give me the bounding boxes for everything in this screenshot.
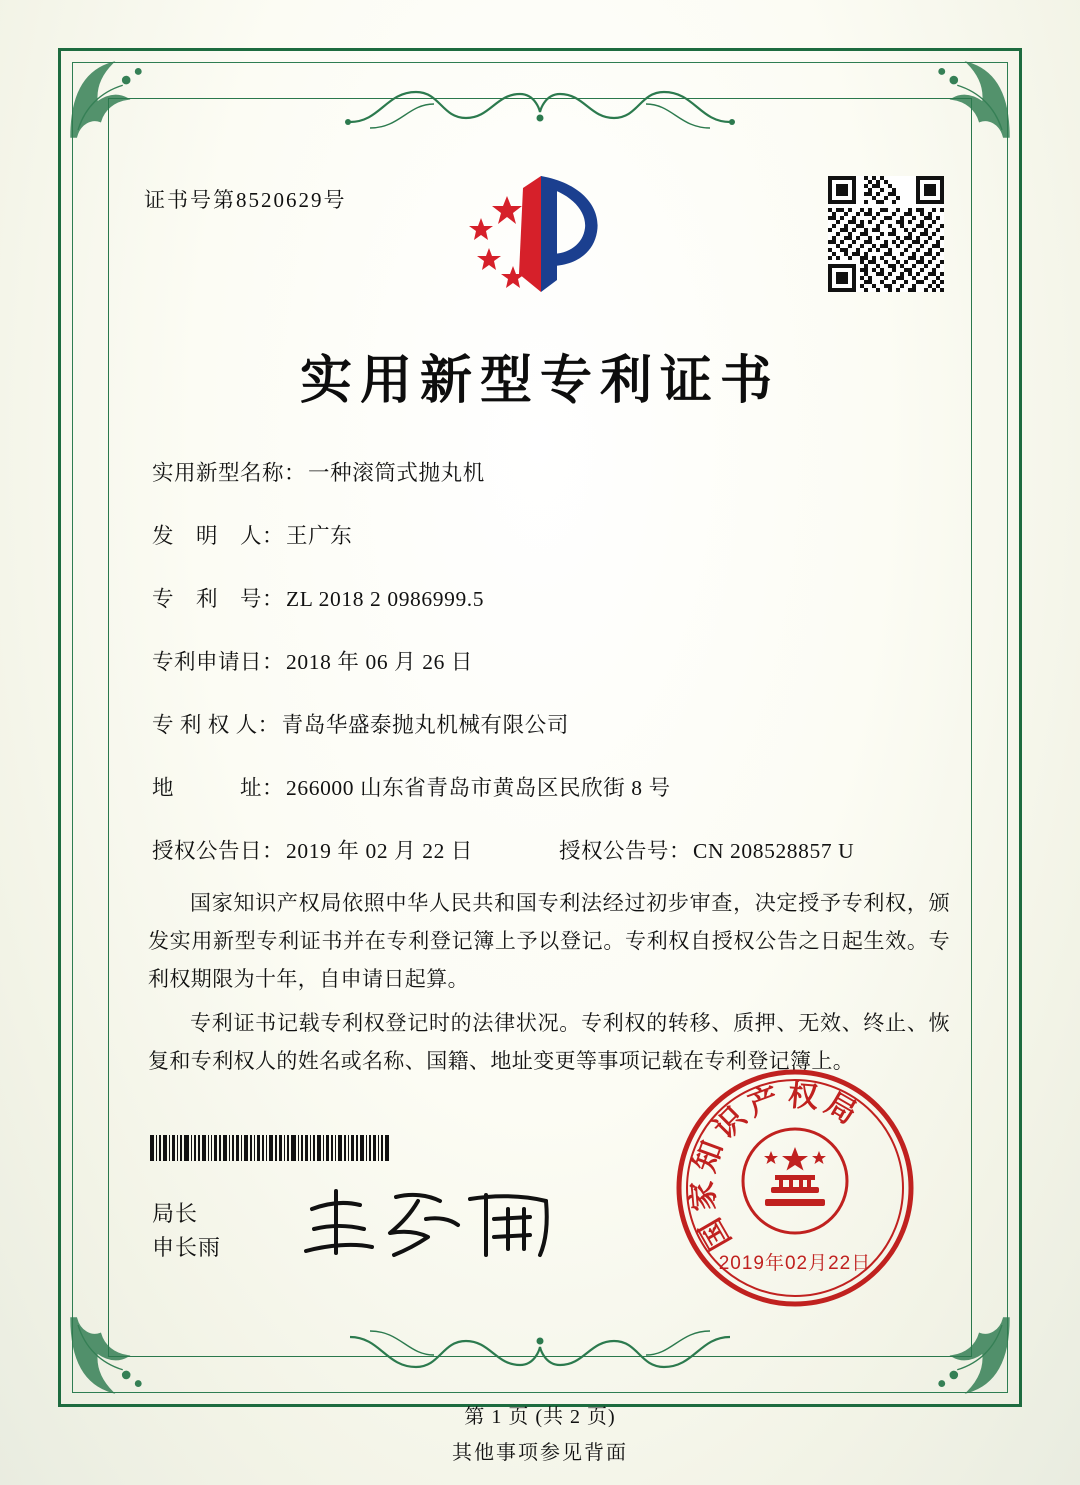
field-value: 266000 山东省青岛市黄岛区民欣街 8 号 xyxy=(286,776,671,800)
grant-number-group xyxy=(559,834,854,865)
page-title: 实用新型专利证书 xyxy=(299,350,780,411)
svg-text:局: 局 xyxy=(819,1086,863,1132)
field-value: 2018 年 06 月 26 日 xyxy=(286,650,473,674)
grant-date-label: 授权公告日： xyxy=(152,839,285,863)
qr-code-icon xyxy=(828,176,944,292)
svg-text:产: 产 xyxy=(743,1080,784,1124)
seal-date: 2019年02月22日 xyxy=(718,1253,872,1274)
official-seal-icon xyxy=(670,1063,920,1313)
footer-note: 其他事项参见背面 xyxy=(452,1442,628,1464)
field-row-application-date xyxy=(152,645,942,676)
field-value: 王广东 xyxy=(286,524,353,548)
field-row-patentee xyxy=(152,708,942,739)
legal-paragraph-1: 国家知识产权局依照中华人民共和国专利法经过初步审查，决定授予专利权，颁发实用新型专利证书并在专利登记簿上予以登记。专利权自授权公告之日起生效。专利权期限为十年，自申请日起算。 xyxy=(148,891,950,991)
field-value: ZL 2018 2 0986999.5 xyxy=(286,587,485,611)
svg-text:知: 知 xyxy=(687,1136,731,1177)
field-list xyxy=(152,456,942,897)
cnipa-logo-icon xyxy=(445,170,635,300)
field-value: 青岛华盛泰抛丸机械有限公司 xyxy=(281,713,569,737)
field-row-utility-model-name xyxy=(152,456,942,487)
barcode-icon xyxy=(150,1135,440,1161)
svg-text:家: 家 xyxy=(685,1179,723,1213)
certificate-content xyxy=(108,98,972,1357)
grant-date-value: 2019 年 02 月 22 日 xyxy=(286,839,473,863)
field-label: 专 利 权 人： xyxy=(152,713,280,737)
svg-text:识: 识 xyxy=(707,1100,754,1147)
field-label: 发 明 人： xyxy=(152,524,285,548)
svg-text:权: 权 xyxy=(786,1078,820,1116)
field-label: 地 址： xyxy=(152,776,285,800)
field-row-address xyxy=(152,771,942,802)
legal-text xyxy=(148,884,950,1086)
signature-name: 申长雨 xyxy=(152,1235,222,1260)
page-number: 第 1 页 (共 2 页) xyxy=(464,1406,616,1428)
legal-paragraph-2: 专利证书记载专利权登记时的法律状况。专利权的转移、质押、无效、终止、恢复和专利权人的姓名或名称、国籍、地址变更等事项记载在专利登记簿上。 xyxy=(148,1011,950,1073)
handwritten-signature xyxy=(298,1179,598,1269)
signature-role: 局长 xyxy=(152,1201,199,1226)
grant-number-label: 授权公告号： xyxy=(559,839,692,863)
field-label: 实用新型名称： xyxy=(152,461,307,485)
certificate-number: 证书号第8520629号 xyxy=(144,188,347,212)
grant-number-value: CN 208528857 U xyxy=(693,839,855,863)
field-label: 专 利 号： xyxy=(152,587,285,611)
field-value: 一种滚筒式抛丸机 xyxy=(308,461,485,485)
signature-block xyxy=(152,1197,221,1265)
field-row-patent-number xyxy=(152,582,942,613)
field-row-inventor xyxy=(152,519,942,550)
field-row-grant-announcement xyxy=(152,834,942,865)
svg-text:国: 国 xyxy=(693,1212,739,1256)
field-label: 专利申请日： xyxy=(152,650,285,674)
